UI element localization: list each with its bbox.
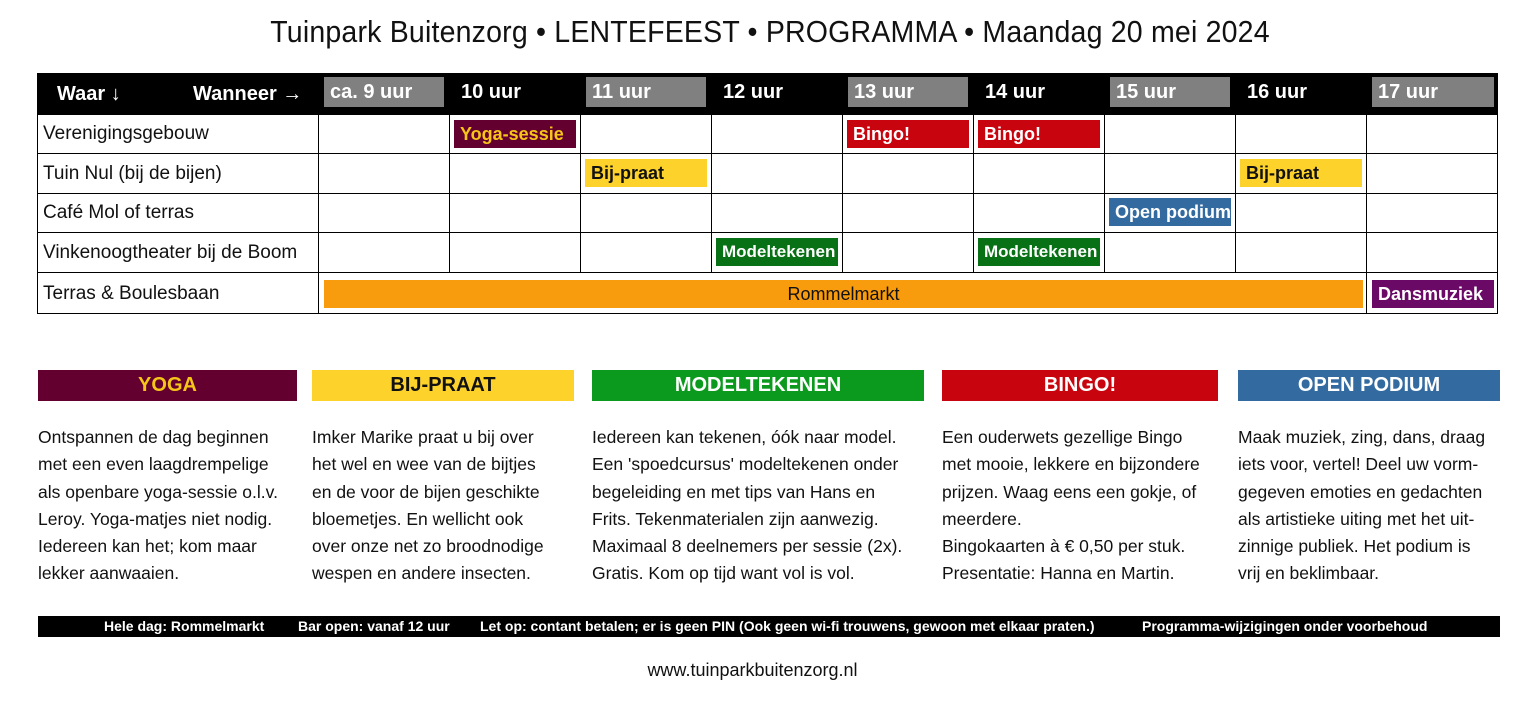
website-link[interactable]: www.tuinparkbuitenzorg.nl (647, 660, 858, 680)
grid-line (1104, 115, 1105, 273)
description-line: als openbare yoga-sessie o.l.v. (38, 481, 278, 502)
row-label: Verenigingsgebouw (43, 123, 209, 144)
event-bingo-13: Bingo! (847, 120, 969, 148)
grid-line (580, 115, 581, 273)
row-label: Vinkenoogtheater bij de Boom (43, 242, 298, 263)
open-podium-heading: OPEN PODIUM (1238, 370, 1500, 401)
description-line: Presentatie: Hanna en Martin. (942, 563, 1175, 584)
description-line: Iedereen kan het; kom maar (38, 536, 257, 557)
description-line: Maak muziek, zing, dans, draag (1238, 427, 1486, 447)
grid-line (973, 115, 974, 273)
footer-disclaimer: Programma-wijzigingen onder voorbehoud (1142, 618, 1428, 634)
description-line: Een ouderwets gezellige Bingo (942, 427, 1183, 447)
page-title: Tuinpark Buitenzorg • LENTEFEEST • PROGRAMMA • Maandag 20 mei 2024 (270, 14, 1270, 49)
description-line: prijzen. Waag eens een gokje, of (942, 481, 1197, 502)
grid-line (711, 115, 712, 273)
description-line: bloemetjes. En wellicht ook (312, 508, 524, 529)
time-header-15: 15 uur (1110, 77, 1230, 107)
time-header-17: 17 uur (1372, 77, 1494, 107)
footer-bar-open: Bar open: vanaf 12 uur (298, 618, 450, 634)
description-line: Iedereen kan tekenen, óók naar model. (592, 427, 897, 447)
row-verenigingsgebouw (37, 115, 1498, 154)
description-line: lekker aanwaaien. (38, 563, 180, 584)
bingo-heading: BINGO! (942, 370, 1218, 401)
description-line: wespen en andere insecten. (312, 563, 531, 584)
time-header-12: 12 uur (723, 81, 784, 103)
modeltekenen-description (592, 424, 902, 588)
bij-praat-description (312, 424, 544, 588)
header-wanneer: Wanneer → (193, 83, 303, 105)
grid-line (318, 115, 319, 314)
row-label: Café Mol of terras (43, 202, 194, 223)
event-yoga-sessie: Yoga-sessie (454, 120, 576, 148)
description-line: iets voor, vertel! Deel uw vorm- (1238, 454, 1479, 475)
footer-rommelmarkt: Hele dag: Rommelmarkt (104, 618, 265, 634)
description-line: begeleiding en met tips van Hans en (592, 481, 876, 502)
event-modeltekenen-14: Modeltekenen (978, 238, 1100, 266)
description-line: Imker Marike praat u bij over (312, 427, 534, 447)
time-header-10: 10 uur (461, 81, 522, 103)
event-bij-praat-16: Bij-praat (1240, 159, 1362, 187)
description-line: Gratis. Kom op tijd want vol is vol. (592, 563, 855, 584)
time-header-14: 14 uur (985, 81, 1046, 103)
schedule-table (37, 73, 1498, 314)
modeltekenen-heading: MODELTEKENEN (592, 370, 924, 401)
footer-info-bar (38, 616, 1500, 637)
grid-line (842, 115, 843, 273)
bij-praat-heading: BIJ-PRAAT (312, 370, 574, 401)
time-header-9: ca. 9 uur (324, 77, 444, 107)
description-line: Een 'spoedcursus' modeltekenen onder (592, 454, 899, 475)
description-line: en de voor de bijen geschikte (312, 481, 540, 502)
description-line: met mooie, lekkere en bijzondere (942, 454, 1200, 475)
yoga-description (38, 424, 278, 588)
description-line: Bingokaarten à € 0,50 per stuk. (942, 536, 1186, 557)
event-bingo-14: Bingo! (978, 120, 1100, 148)
description-line: over onze net zo broodnodige (312, 536, 544, 557)
header-waar: Waar ↓ (57, 83, 121, 105)
event-rommelmarkt: Rommelmarkt (324, 280, 1363, 308)
description-line: Maximaal 8 deelnemers per sessie (2x). (592, 536, 903, 557)
description-line: zinnige publiek. Het podium is (1238, 536, 1471, 557)
time-header-11: 11 uur (586, 77, 706, 107)
description-line: met een even laagdrempelige (38, 454, 269, 475)
description-line: Leroy. Yoga-matjes niet nodig. (38, 508, 273, 529)
time-header-16: 16 uur (1247, 81, 1308, 103)
event-dansmuziek: Dansmuziek (1372, 280, 1494, 308)
footer-payment-note: Let op: contant betalen; er is geen PIN (Ook geen wi-fi trouwens, gewoon met elkaar praten.) (480, 618, 1095, 634)
description-line: gegeven emoties en gedachten (1238, 481, 1483, 502)
row-cafe-mol (37, 194, 1498, 233)
event-bij-praat-11: Bij-praat (585, 159, 707, 187)
event-modeltekenen-12: Modeltekenen (716, 238, 838, 266)
description-line: vrij en beklimbaar. (1238, 563, 1380, 584)
grid-line (1366, 115, 1367, 314)
bingo-description (942, 424, 1200, 588)
row-label: Terras & Boulesbaan (43, 283, 220, 304)
grid-line (449, 115, 450, 273)
description-line: Ontspannen de dag beginnen (38, 427, 269, 447)
grid-line (1235, 115, 1236, 273)
event-open-podium: Open podium (1109, 198, 1231, 226)
description-line: het wel en wee van de bijtjes (312, 454, 536, 475)
yoga-heading: YOGA (38, 370, 297, 401)
description-line: als artistieke uiting met het uit- (1238, 508, 1475, 529)
description-line: meerdere. (942, 508, 1022, 529)
row-label: Tuin Nul (bij de bijen) (43, 163, 222, 184)
description-line: Frits. Tekenmaterialen zijn aanwezig. (592, 508, 879, 529)
time-header-13: 13 uur (848, 77, 968, 107)
table-header (37, 73, 1498, 115)
open-podium-description (1238, 424, 1485, 588)
